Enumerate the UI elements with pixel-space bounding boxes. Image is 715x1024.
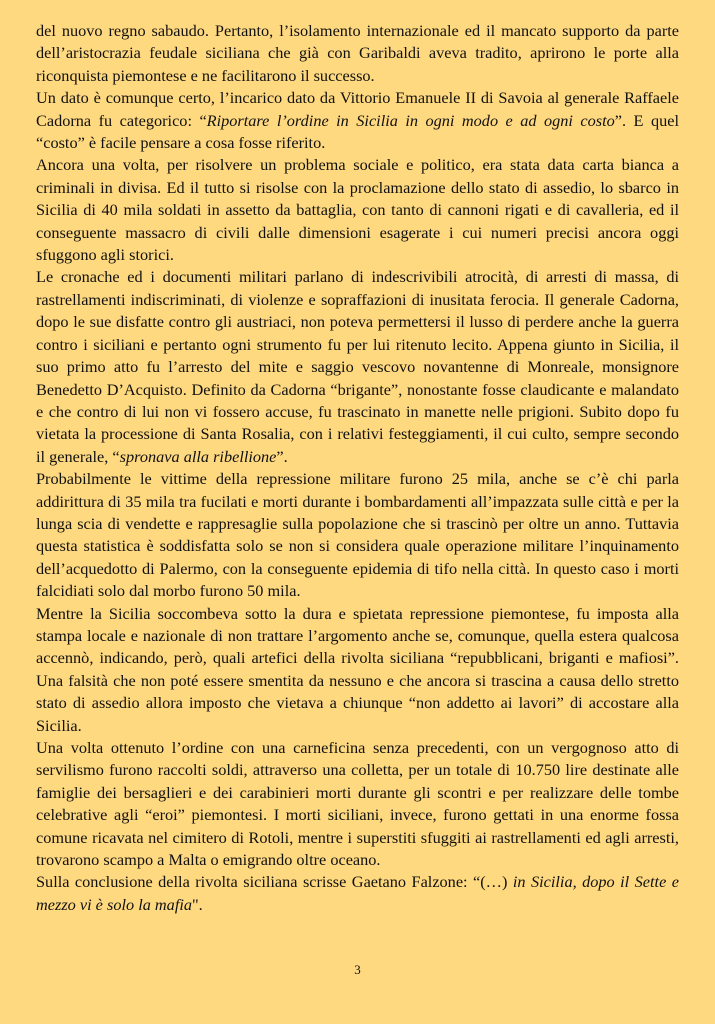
body-text	[36, 20, 679, 916]
paragraph-4-text-a: Le cronache ed i documenti militari parlano di indescrivibili atrocità, di arresti di massa, di rastrellamenti indiscriminati, di violenze e sopraffazioni di inusitata ferocia. Il generale Cadorna, dopo le sue disfatte contro gli austriaci, non poteva permettersi il lusso di perdere anche la guerra contro i siciliani e pertanto ogni strumento fu per lui ritenuto lecito. Appena giunto in Sicilia, il suo primo atto fu l’arresto del mite e saggio vescovo novantenne di Monreale, monsignore Benedetto D’Acquisto. Definito da Cadorna “brigante”, nonostante fosse claudicante e malandato e che contro di lui non vi fossero accuse, fu trascinato in manette nelle prigioni. Subito dopo fu vietata la processione di Santa Rosalia, con i relativi festeggiamenti, il cui culto, sempre secondo il generale, “	[36, 267, 679, 466]
paragraph-8	[36, 871, 679, 916]
paragraph-2-quote: Riportare l’ordine in Sicilia in ogni modo e ad ogni costo	[206, 110, 615, 130]
paragraph-2-text-b: ”. E quel “costo” è facile pensare a cosa fosse riferito.	[36, 110, 679, 153]
paragraph-4	[36, 266, 679, 468]
paragraph-2-text-a: Un dato è comunque certo, l’incarico dato da Vittorio Emanuele II di Savoia al generale Raffaele Cadorna fu categorico: “	[36, 88, 679, 130]
paragraph-2	[36, 87, 679, 154]
paragraph-5: Probabilmente le vittime della repressione militare furono 25 mila, anche se c’è chi parla addirittura di 35 mila tra fucilati e morti durante i bombardamenti all’impazzata sulle città e per la lunga scia di vendette e rappresaglie sulla popolazione che si trascinò per oltre un anno. Tuttavia questa statistica è soddisfatta solo se non si considera quale operazione militare l’inquinamento dell’acquedotto di Palermo, con la conseguente epidemia di tifo nella città. In questo caso i morti falcidiati solo dal morbo furono 50 mila.	[36, 469, 679, 601]
paragraph-8-text-a: Sulla conclusione della rivolta siciliana scrisse Gaetano Falzone: “(…)	[36, 872, 513, 892]
paragraph-8-text-b: ".	[192, 894, 203, 914]
paragraph-4-quote: spronava alla ribellione	[119, 446, 277, 466]
paragraph-7: Una volta ottenuto l’ordine con una carneficina senza precedenti, con un vergognoso atto di servilismo furono raccolti soldi, attraverso una colletta, per un totale di 10.750 lire destinate alle famiglie dei bersaglieri e dei carabinieri morti durante gli scontri e per realizzare delle tombe celebrative agli “eroi” piemontesi. I morti siciliani, invece, furono gettati in una enorme fossa comune ricavata nel cimitero di Rotoli, mentre i superstiti sfuggiti ai rastrellamenti ed agli arresti, trovarono scampo a Malta o emigrando oltre oceano.	[36, 738, 679, 870]
page-number: 3	[354, 962, 361, 977]
paragraph-8-quote: in Sicilia, dopo il Sette e mezzo vi è solo la mafia	[36, 872, 679, 914]
paragraph-6: Mentre la Sicilia soccombeva sotto la dura e spietata repressione piemontese, fu imposta alla stampa locale e nazionale di non trattare l’argomento anche se, comunque, quella estera qualcosa accennò, indicando, però, quali artefici della rivolta siciliana “repubblicani, briganti e mafiosi”. Una falsità che non poté essere smentita da nessuno e che ancora si trascina a causa dello stretto stato di assedio allora imposto che vietava a chiunque “non addetto ai lavori” di accostare alla Sicilia.	[36, 603, 679, 735]
paragraph-1: del nuovo regno sabaudo. Pertanto, l’isolamento internazionale ed il mancato supporto da parte dell’aristocrazia feudale siciliana che già con Garibaldi aveva tradito, aprirono le porte alla riconquista piemontese e ne facilitarono il successo.	[36, 21, 679, 85]
paragraph-3: Ancora una volta, per risolvere un problema sociale e politico, era stata data carta bianca a criminali in divisa. Ed il tutto si risolse con la proclamazione dello stato di assedio, lo sbarco in Sicilia di 40 mila soldati in assetto da battaglia, con tanto di cannoni rigati e di cavalleria, ed il conseguente massacro di civili dalle dimensioni esagerate i cui numeri precisi ancora oggi sfuggono agli storici.	[36, 155, 679, 265]
paragraph-4-text-b: ”.	[276, 446, 288, 466]
